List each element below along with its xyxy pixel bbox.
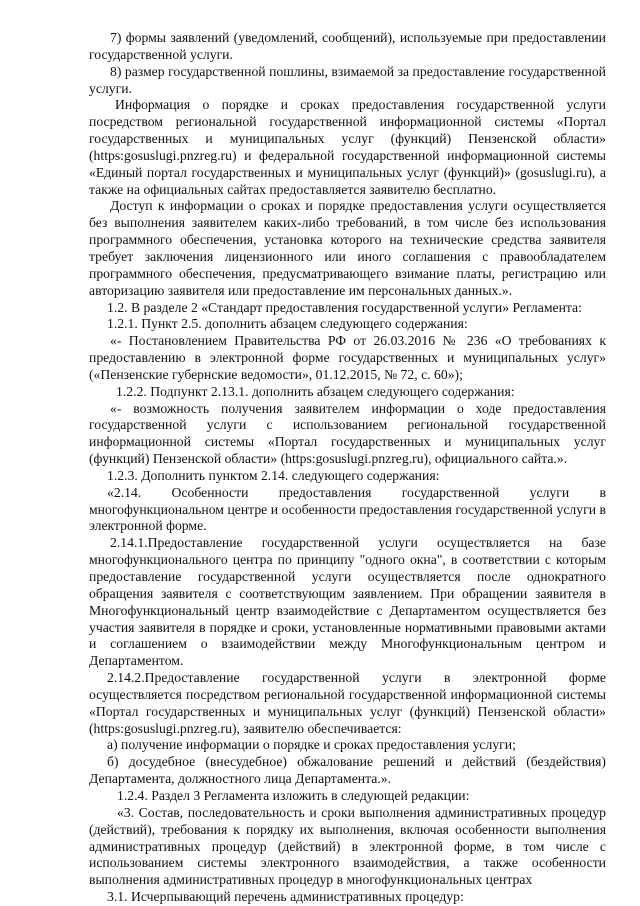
paragraph: «3. Состав, последовательность и сроки выполнения административных процедур (действий), требования к порядку их выполнения, включая особенности выполнения административных процедур (действий) в электронной форме, в том числе с использованием системы электронного взаимодействия, а также особенности выполнения административных процедур в многофункциональных центрах xyxy=(89,804,606,888)
paragraph: 1.2. В разделе 2 «Стандарт предоставления государственной услуги» Регламента: xyxy=(107,299,582,315)
paragraph: 1.2.1. Пункт 2.5. дополнить абзацем следующего содержания: xyxy=(107,316,468,332)
paragraph: «- Постановлением Правительства РФ от 26.03.2016 № 236 «О требованиях к предоставлению в электронной форме государственных и муниципальных услуг» («Пензенские губернские ведомости», 01.12.2015, № 72, с. 60»); xyxy=(89,333,606,382)
paragraph: 1.2.3. Дополнить пунктом 2.14. следующего содержания: xyxy=(107,467,440,483)
document-page xyxy=(89,30,606,906)
paragraph: 8) размер государственной пошлины, взимаемой за предоставление государственной услуги. xyxy=(89,63,606,96)
paragraph: Доступ к информации о сроках и порядке предоставления услуги осуществляется без выполнения заявителем каких-либо требований, в том числе без использования программного обеспечения, установка которого на технические средства заявителя требует заключения лицензионного или иного соглашения с правообладателем программного обеспечения, предусматривающего взимание платы, регистрацию или авторизацию заявителя или предоставление им персональных данных.». xyxy=(89,198,606,298)
paragraph: 1.2.4. Раздел 3 Регламента изложить в следующей редакции: xyxy=(117,787,470,803)
paragraph: 7) формы заявлений (уведомлений, сообщений), используемые при предоставлении государственной услуги. xyxy=(89,30,606,62)
paragraph: 3.1. Исчерпывающий перечень административных процедур: xyxy=(107,889,464,905)
paragraph: 1.2.2. Подпункт 2.13.1. дополнить абзацем следующего содержания: xyxy=(116,383,515,399)
paragraph: 2.14.1.Предоставление государственной услуги осуществляется на базе многофункционального центра по принципу "одного окна", в соответствии с которым предоставление государственной услуги осуществляется после однократного обращения заявителя с соответствующим заявлением. При обращении заявителя в Многофункциональный центр взаимодействие с Департаментом осуществляется без участия заявителя в порядке и сроки, установленные нормативными правовыми актами и соглашением о взаимодействии между Многофункциональным центром и Департаментом. xyxy=(89,535,606,669)
paragraph: б) досудебное (внесудебное) обжалование решений и действий (бездействия) Департамента, должностного лица Департамента.». xyxy=(89,754,606,787)
paragraph: а) получение информации о порядке и сроках предоставления услуги; xyxy=(107,737,516,753)
paragraph: 2.14.2.Предоставление государственной услуги в электронной форме осуществляется посредством региональной государственной информационной системы «Портал государственных и муниципальных услуг (функций) Пензенской области» (https:gosuslugi.pnzreg.ru), заявителю обеспечивается: xyxy=(89,670,606,736)
paragraph: Информация о порядке и сроках предоставления государственной услуги посредством региональной государственной информационной системы «Портал государственных и муниципальных услуг (функций) Пензенской области» (https:gosuslugi.pnzreg.ru) и федеральной государственной информационной системы «Единый портал государственных и муниципальных услуг (функций)» (gosuslugi.ru), а также на официальных сайтах предоставляется заявителю бесплатно. xyxy=(89,97,606,197)
paragraph: «2.14. Особенности предоставления государственной услуги в многофункциональном центре и особенности предоставления государственной услуги в электронной форме. xyxy=(89,484,606,534)
paragraph: «- возможность получения заявителем информации о ходе предоставления государственной услуги с использованием региональной государственной информационной системы «Портал государственных и муниципальных услуг (функций) Пензенской области» (https:gosuslugi.pnzreg.ru), официального сайта.». xyxy=(89,400,606,467)
